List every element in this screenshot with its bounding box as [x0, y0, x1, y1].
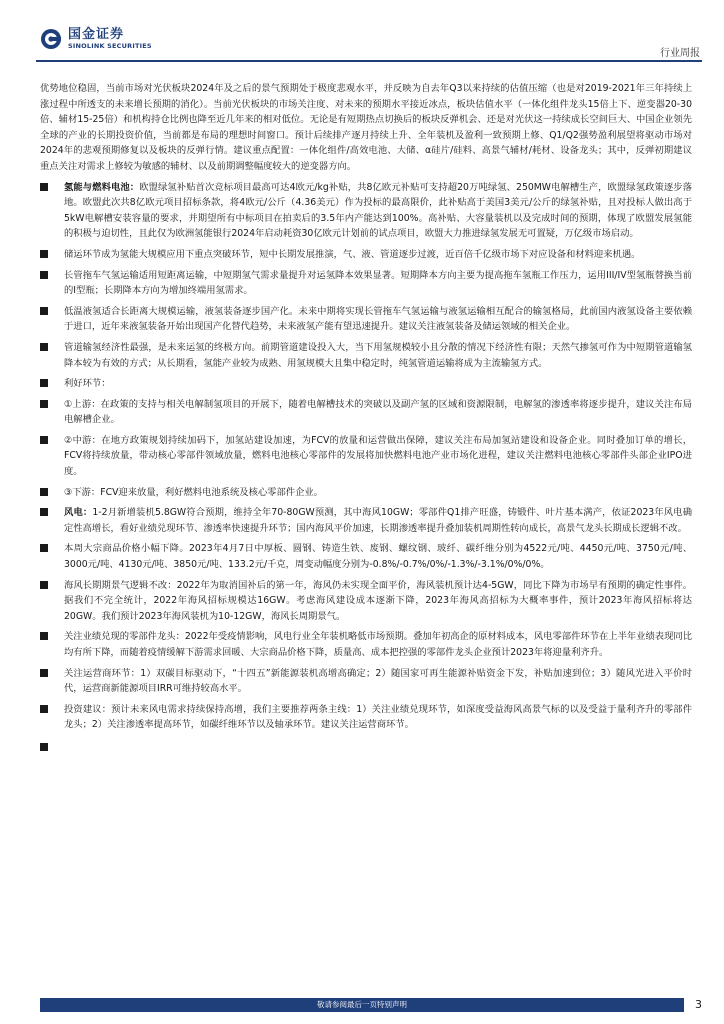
sinolink-logo [40, 28, 152, 50]
bullet-item [40, 541, 692, 572]
bullet-item-empty [40, 741, 692, 753]
bullet-square-icon [40, 581, 48, 589]
bullet-body: ①上游：在政策的支持与相关电解制氢项目的开展下，随着电解槽技术的突破以及副产氢的区域和资源限制，电解氢的渗透率将逐步提升，建议关注布局电解槽企业。 [64, 398, 692, 426]
bullet-body: 长管拖车气氢运输适用短距离运输，中短期氢气需求量提升对运氢降本效果显著。短期降本方向主要为提高拖车氢瓶工作压力，运用III/IV型氢瓶替换当前的I型瓶；长期降本方向为增加终端用氢需求。 [64, 269, 692, 297]
bullet-item [40, 629, 692, 660]
bullet-item [40, 340, 692, 371]
bullet-item [40, 180, 692, 242]
page-number: 3 [695, 998, 702, 1011]
bullet-text [64, 304, 692, 335]
report-body [40, 81, 692, 753]
footer-disclaimer: 敬请参阅最后一页特别声明 [317, 1000, 407, 1009]
bullet-body: 关注运营商环节：1）双碳目标驱动下，“十四五”新能源装机高增高确定；2）随国家可再生能源补贴资金下发，补贴加速到位；3）随风光进入平价时代，运营商新能源项目IRR可维持较高水平。 [64, 667, 692, 695]
bullet-item [40, 578, 692, 625]
bullet-text [64, 340, 692, 371]
bullet-body: 利好环节： [64, 378, 111, 390]
bullet-square-icon [40, 400, 48, 408]
bullet-body: 海风长期期景气逻辑不改：2022年为取消国补后的第一年，海风仍未实现全面平价，海风装机预计达4-5GW，同比下降为市场早有预期的确定性事件。据我们不完全统计，2022年海风招标规模达16GW。考虑海风建设成本逐渐下降，2023年海风高招标为大概率事件，预计2023年海风招标将达20GW。我们预计2023年海风装机为10-12GW，海风长周期景气。 [64, 579, 692, 622]
sinolink-logo-icon [40, 28, 62, 50]
bullet-text [64, 629, 692, 660]
logo-english-name: SINOLINK SECURITIES [68, 42, 152, 51]
bullet-body: ②中游：在地方政策规划持续加码下，加氢站建设加速，为FCV的放量和运营做出保障，建议关注布局加氢站建设和设备企业。同时叠加订单的增长，FCV将持续放量，带动核心零部件领域放量，燃料电池核心零部件的发展将加快燃料电池产业市场化进程，建议关注燃料电池核心零部件头部企业IPO进度。 [64, 434, 692, 478]
bullet-item [40, 376, 692, 392]
bullet-text [64, 485, 692, 501]
bullet-text [64, 578, 692, 625]
bullet-square-icon [40, 250, 48, 258]
bullet-square-icon [40, 488, 48, 496]
bullet-lead: 氢能与燃料电池： [64, 181, 140, 193]
bullet-item [40, 666, 692, 697]
bullet-body: 欧盟绿氢补贴首次竞标项目最高可达4欧元/kg补贴，共8亿欧元补贴可支持超20万吨绿氢、250MW电解槽生产，欧盟绿氢政策逐步落地。欧盟此次共8亿欧元项目招标条款，将4欧元/公斤（4.36美元）作为投标的最高限价，此补贴高于美国3美元/公斤的绿氢补贴，且对投标人做出高于5kW电解槽安装容量的要求，并期望所有中标项目在拍卖后的3.5年内产能达到100%。高补贴、大容量装机以及完成时间的预期，体现了欧盟发展氢能的积极与迫切性，且此仅为欧洲氢能银行2024年启动耗资30亿欧元计划前的试点项目，欧盟大力推进绿氢发展无可置疑，万亿级市场启动。 [64, 181, 692, 240]
header-divider [36, 60, 702, 62]
bullet-body: ③下游：FCV迎来放量，利好燃料电池系统及核心零部件企业。 [64, 486, 323, 498]
bullet-item [40, 433, 692, 480]
bullet-lead: 风电： [64, 507, 93, 519]
bullet-body: 1-2月新增装机5.8GW符合预期，维持全年70-80GW预测，其中海风10GW；零部件Q1排产旺盛，铸锻件、叶片基本满产，依证2023年风电确定性高增长，看好业绩兑现环节、渗透率快速提升环节；国内海风平价加速，长期渗透率提升叠加装机周期性转向成长，高景气龙头长期成长逻辑不改。 [64, 507, 692, 534]
bullet-body: 本周大宗商品价格小幅下降。2023年4月7日中厚板、圆钢、铸造生铁、废钢、螺纹钢、玻纤、碳纤维分别为4522元/吨、4450元/吨、3750元/吨、3000元/吨、4130元/吨、3850元/吨、133.2元/千克，周变动幅度分别为-0.8%/-0.7%/0%/-1.3%/-3.1%/0%/0%。 [64, 543, 692, 571]
footer-band [40, 998, 684, 1012]
bullet-body: 投资建议：预计未来风电需求持续保持高增，我们主要推荐两条主线：1）关注业绩兑现环节，如深度受益海风高景气标的以及受益于量利齐升的零部件龙头；2）关注渗透率提高环节，如碳纤维环节以及轴承环节。建议关注运营商环节。 [64, 703, 692, 731]
bullet-square-icon [40, 544, 48, 552]
bullet-square-icon [40, 705, 48, 713]
bullet-square-icon [40, 632, 48, 640]
logo-chinese-name: 国金证券 [68, 27, 125, 43]
bullet-square-icon [40, 271, 48, 279]
bullet-text [64, 433, 692, 480]
bullet-item [40, 485, 692, 501]
bullet-item [40, 304, 692, 335]
bullet-square-icon [40, 743, 48, 751]
bullet-body: 关注业绩兑现的零部件龙头：2022年受疫情影响，风电行业全年装机略低市场预期。叠加年初高企的原材料成本，风电零部件环节在上半年业绩表现同比均有所下降，而随着疫情缓解下游需求回暖、大宗商品价格下降，质量高、成本把控强的零部件龙头企业预计2023年将迎量利齐升。 [64, 631, 692, 658]
bullet-text [64, 397, 692, 428]
bullet-text [64, 505, 692, 536]
bullet-body: 低温液氢适合长距离大规模运输，液氢装备逐步国产化。未来中期将实现长管拖车气氢运输与液氢运输相互配合的输氢格局，此前国内液氢设备主要依赖于进口，近年来液氢装备开始出现国产化替代趋势，未来液氢产能有望迅速提升。建议关注液氢装备及储运领域的相关企业。 [64, 305, 692, 333]
bullet-square-icon [40, 436, 48, 444]
bullet-item [40, 247, 692, 263]
report-type-label: 行业周报 [660, 48, 700, 59]
bullet-body: 储运环节成为氢能大规模应用下重点突破环节，短中长期发展推演，气、液、管道逐步过渡，近百倍千亿级市场下对应设备和材料迎来机遇。 [64, 248, 641, 260]
bullet-square-icon [40, 379, 48, 387]
bullet-text [64, 180, 692, 242]
bullet-text [64, 376, 692, 392]
bullet-text [64, 247, 692, 263]
bullet-text [64, 666, 692, 697]
bullet-item [40, 268, 692, 299]
bullet-item [40, 397, 692, 428]
bullet-body: 管道输氢经济性最强，是未来运氢的终极方向。前期管道建设投入大，当下用氢规模较小且分散的情况下经济性有限；天然气掺氢可作为中短期管道输氢降本较为有效的方式；从长期看，氢能产业较为成熟、用氢规模大且集中稳定时，纯氢管道运输将成为主流输氢方式。 [64, 341, 692, 369]
bullet-text [64, 702, 692, 733]
bullet-item [40, 702, 692, 733]
bullet-square-icon [40, 669, 48, 677]
bullet-text [64, 268, 692, 299]
bullet-text [64, 541, 692, 572]
bullet-square-icon [40, 183, 48, 191]
bullet-square-icon [40, 307, 48, 315]
bullet-square-icon [40, 343, 48, 351]
page-header [0, 0, 724, 59]
bullet-item [40, 505, 692, 536]
body-paragraph: 优势地位稳固，当前市场对光伏板块2024年及之后的景气预期处于极度悲观水平，并反映为自去年Q3以来持续的估值压缩（也是对2019-2021年三年持续上涨过程中所透支的未来增长预期的消化）。当前光伏板块的市场关注度、对未来的预期水平接近冰点，板块估值水平（一体化组件龙头15倍上下、逆变器20-30倍、辅材15-25倍）和机构持仓比例也降至近几年来的相对低位。无论是有短期热点切换后的板块反弹机会、还是对光伏这一持续成长空间巨大、中国企业领先全球的产业的长期投资价值，当前都是布局的理想时间窗口。预计后续排产逐月持续上升、全年装机及盈利一致预期上修、Q1/Q2强势盈利展望将驱动市场对2024年的悲观预期修复以及板块的反弹行情。建议重点配置：一体化组件/高效电池、大储、α硅片/硅料、高景气辅材/耗材、设备龙头；其中，反弹初期建议重点关注对需求上修较为敏感的辅材、以及前期调整幅度较大的逆变器方向。 [40, 83, 692, 172]
bullet-square-icon [40, 508, 48, 516]
